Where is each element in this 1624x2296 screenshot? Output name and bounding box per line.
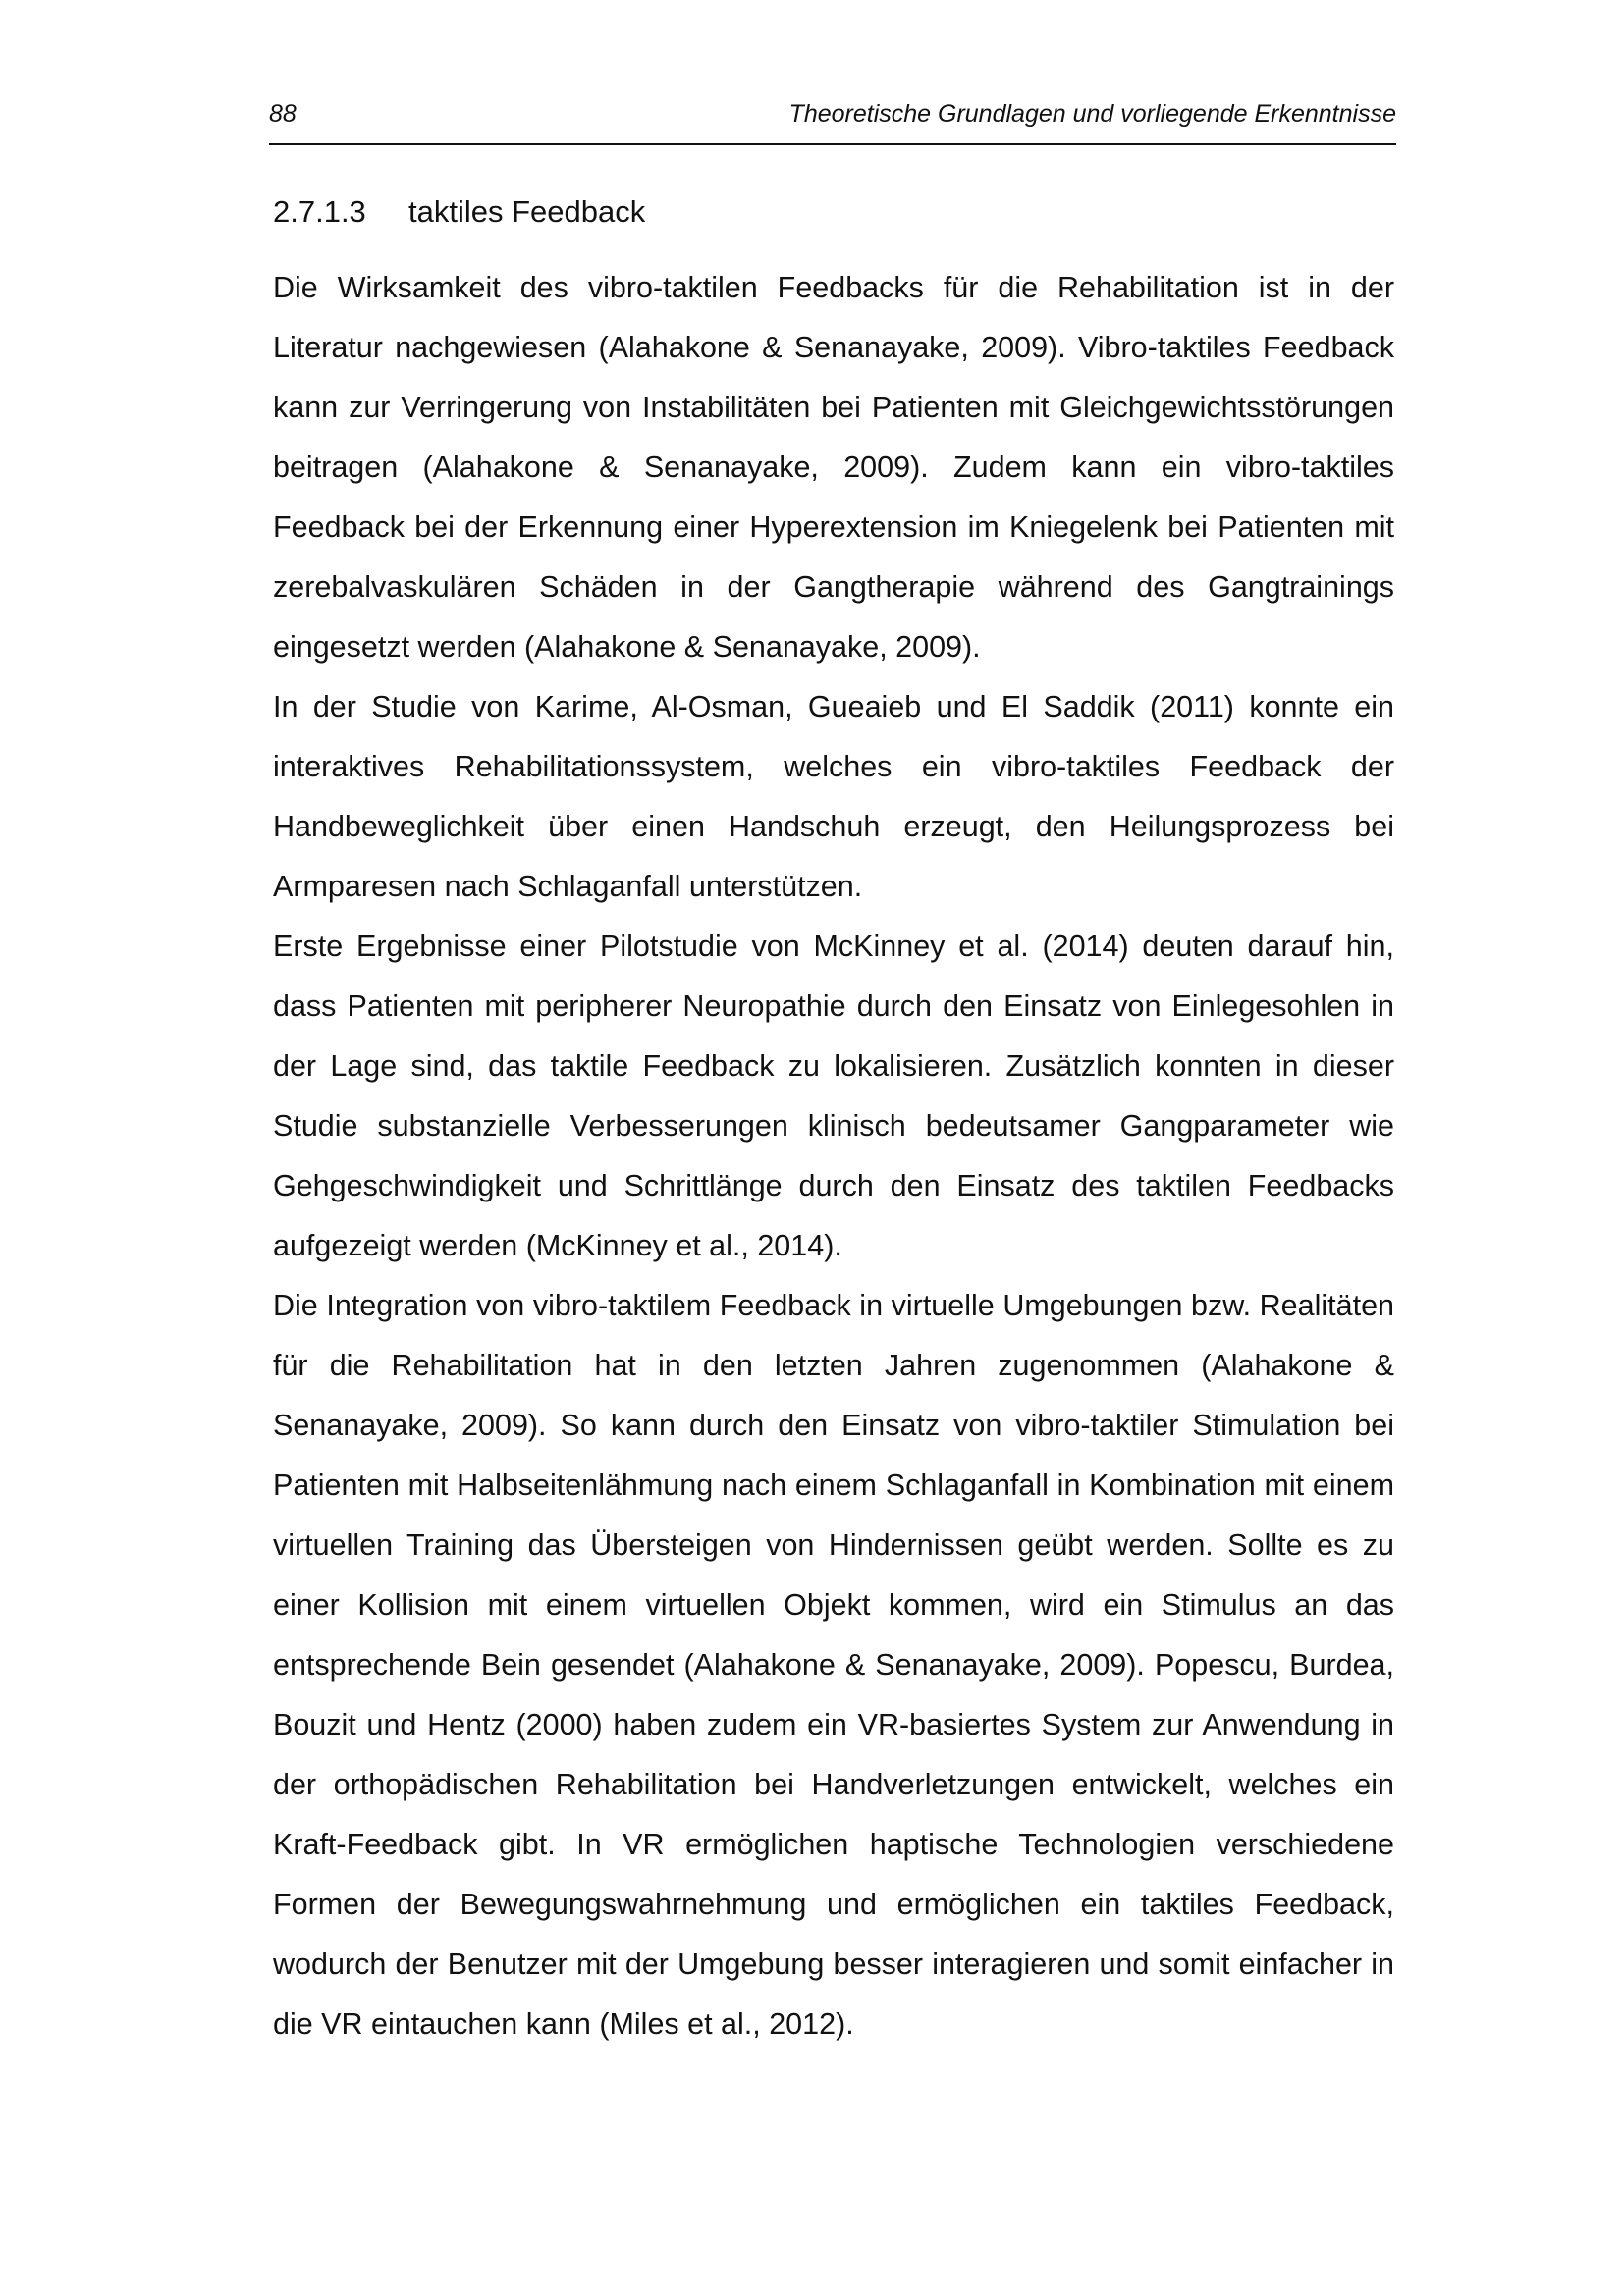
running-title: Theoretische Grundlagen und vorliegende Erkenntnisse xyxy=(788,100,1396,128)
paragraph: In der Studie von Karime, Al-Osman, Gueaieb und El Saddik (2011) konnte ein interaktives Rehabilitationssystem, welches ein vibro-taktiles Feedback der Handbeweglichkeit über einen Handschuh erzeugt, den Heilungsprozess bei Armparesen nach Schlaganfall unterstützen. xyxy=(273,690,1394,903)
body-text xyxy=(273,258,1394,2055)
paragraph: Erste Ergebnisse einer Pilotstudie von McKinney et al. (2014) deuten darauf hin, dass Patienten mit peripherer Neuropathie durch den Einsatz von Einlegesohlen in der Lage sind, das taktile Feedback zu lokalisieren. Zusätzlich konnten in dieser Studie substanzielle Verbesserungen klinisch bedeutsamer Gangparameter wie Gehgeschwindigkeit und Schrittlänge durch den Einsatz des taktilen Feedbacks aufgezeigt werden (McKinney et al., 2014). xyxy=(273,930,1394,1262)
section-title: taktiles Feedback xyxy=(408,194,646,229)
paragraph: Die Integration von vibro-taktilem Feedback in virtuelle Umgebungen bzw. Realitäten für die Rehabilitation hat in den letzten Jahren zugenommen (Alahakone & Senanayake, 2009). So kann durch den Einsatz von vibro-taktiler Stimulation bei Patienten mit Halbseitenlähmung nach einem Schlaganfall in Kombination mit einem virtuellen Training das Übersteigen von Hindernissen geübt werden. Sollte es zu einer Kollision mit einem virtuellen Objekt kommen, wird ein Stimulus an das entsprechende Bein gesendet (Alahakone & Senanayake, 2009). Popescu, Burdea, Bouzit und Hentz (2000) haben zudem ein VR-basiertes System zur Anwendung in der orthopädischen Rehabilitation bei Handverletzungen entwickelt, welches ein Kraft-Feedback gibt. In VR ermöglichen haptische Technologien verschiedene Formen der Bewegungswahrnehmung und ermöglichen ein taktiles Feedback, wodurch der Benutzer mit der Umgebung besser interagieren und somit einfacher in die VR eintauchen kann (Miles et al., 2012). xyxy=(273,1289,1394,2041)
page-header xyxy=(269,96,1396,145)
section-number: 2.7.1.3 xyxy=(273,194,366,229)
section-heading xyxy=(273,194,645,230)
page-number: 88 xyxy=(269,100,297,128)
paragraph: Die Wirksamkeit des vibro-taktilen Feedbacks für die Rehabilitation ist in der Literatur nachgewiesen (Alahakone & Senanayake, 2009). Vibro-taktiles Feedback kann zur Verringerung von Instabilitäten bei Patienten mit Gleichgewichtsstörungen beitragen (Alahakone & Senanayake, 2009). Zudem kann ein vibro-taktiles Feedback bei der Erkennung einer Hyperextension im Kniegelenk bei Patienten mit zerebalvaskulären Schäden in der Gangtherapie während des Gangtrainings eingesetzt werden (Alahakone & Senanayake, 2009). xyxy=(273,271,1394,664)
